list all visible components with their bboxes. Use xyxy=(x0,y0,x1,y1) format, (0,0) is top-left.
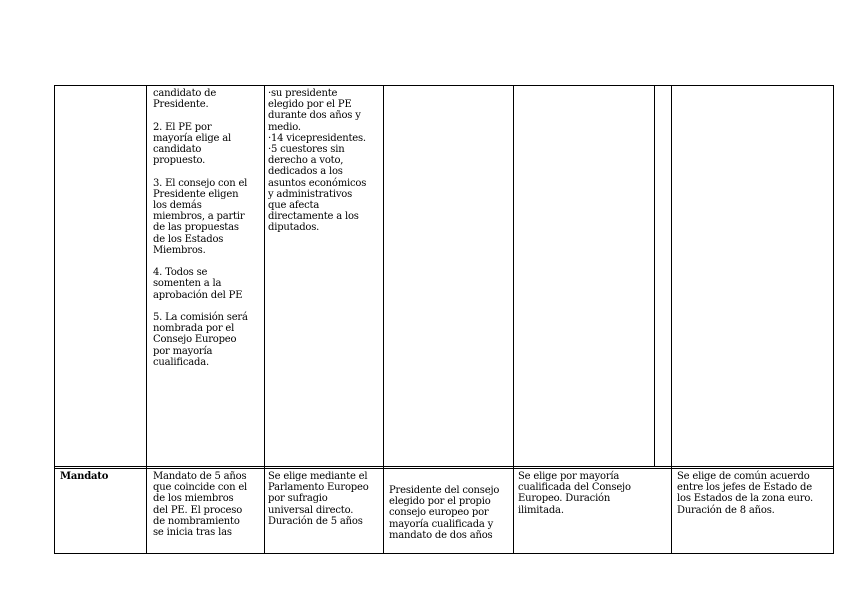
table-cell-composition: ·su presidente elegido por el PE durante dos años y medio. ·14 vicepresidentes. ·5 cuestores sin derecho a voto, dedicados a los asuntos económicos y administrativos que afecta directamente a los diputados. xyxy=(268,88,367,234)
row-header-mandato: Mandato xyxy=(60,471,109,482)
table-cell-mandate-eurogroup: Se elige de común acuerdo entre los jefes de Estado de los Estados de la zona euro. Duración de 8 años. xyxy=(677,471,813,516)
table-cell-mandate-parliament: Se elige mediante el Parlamento Europeo por sufragio universal directo. Duración de 5 años xyxy=(268,471,369,527)
table-cell-mandate-ecb: Se elige por mayoría cualificada del Consejo Europeo. Duración ilimitada. xyxy=(518,471,631,516)
table-cell-procedure: candidato de Presidente. 2. El PE por mayoría elige al candidato propuesto. 3. El consejo con el Presidente eligen los demás miembros, a partir de las propuestas de los Estados Miembros. 4. Todos se somenten a la aprobación del PE 5. La comisión será nombrada por el Consejo Europeo por mayoría cualificada. xyxy=(153,88,248,368)
table-cell-mandate-commission: Mandato de 5 años que coincide con el de los miembros del PE. El proceso de nombramiento se inicia tras las xyxy=(153,471,248,539)
table-cell-mandate-council-president: Presidente del consejo elegido por el propio consejo europeo por mayoría cualificada y mandato de dos años xyxy=(389,485,500,541)
